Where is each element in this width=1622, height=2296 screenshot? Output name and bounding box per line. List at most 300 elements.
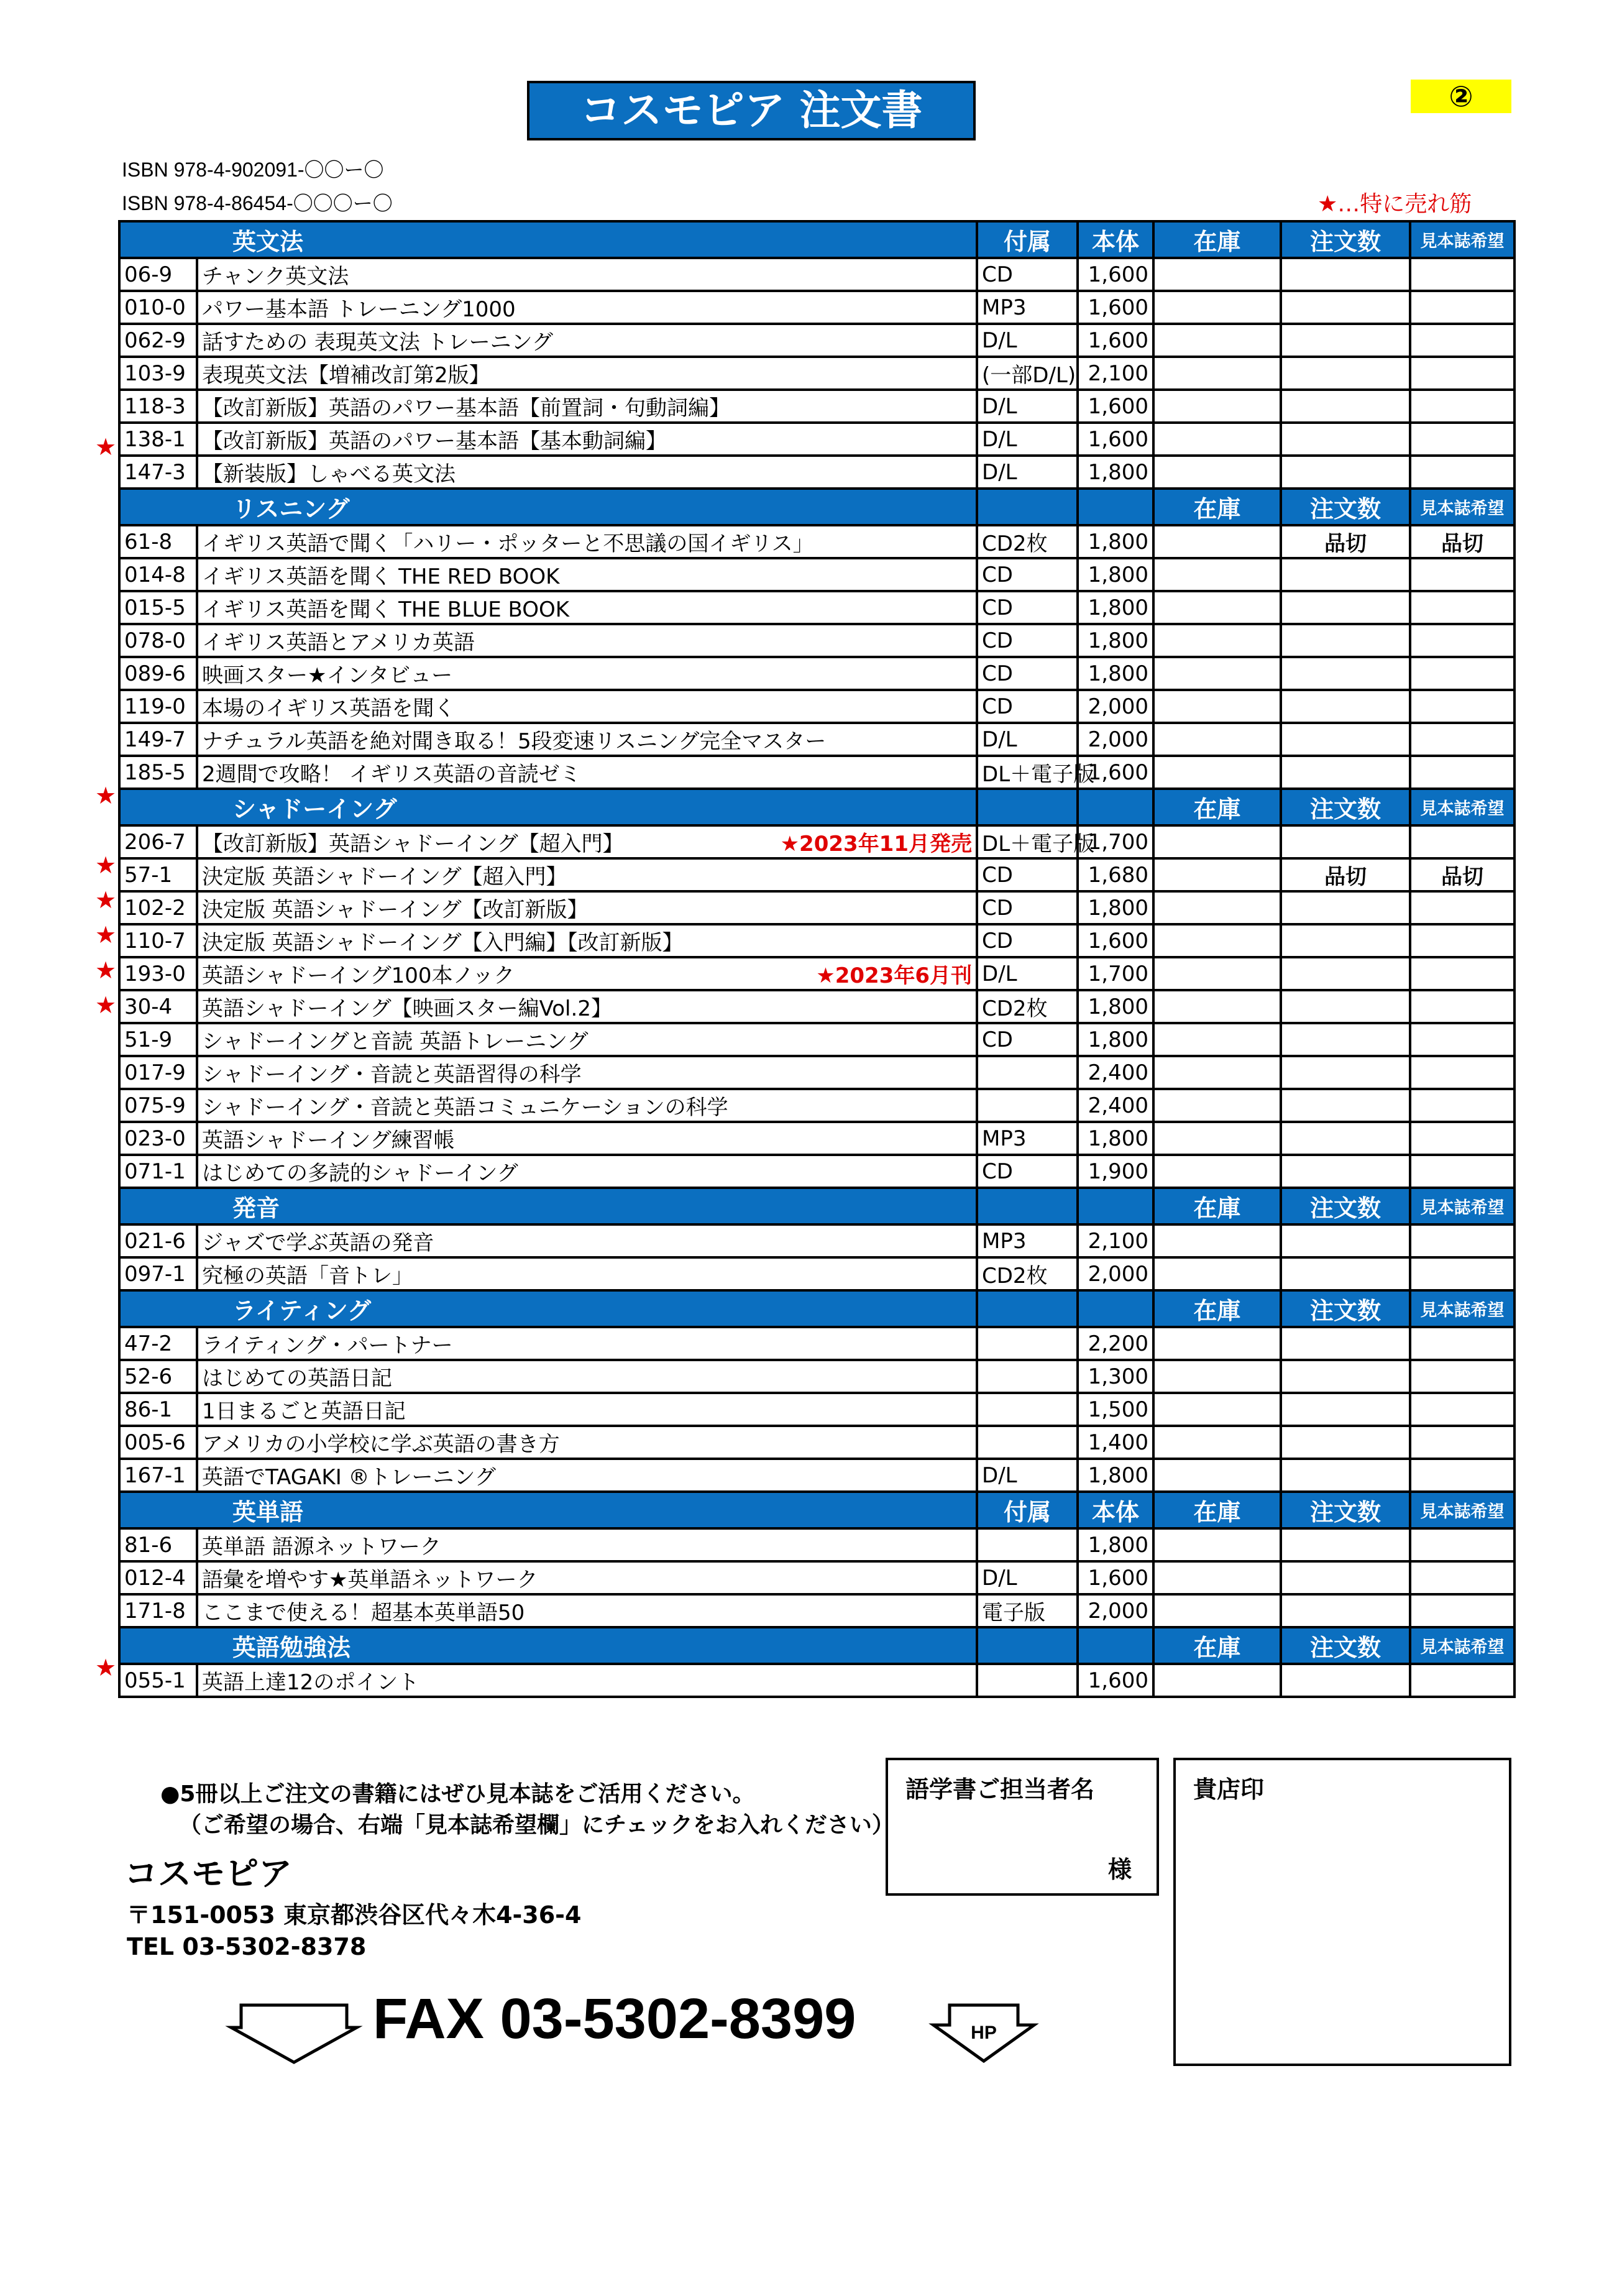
sample-request-cell[interactable] bbox=[1410, 291, 1514, 324]
book-code: 147-3 bbox=[119, 456, 197, 489]
sample-request-cell[interactable] bbox=[1410, 756, 1514, 789]
book-row bbox=[119, 291, 1514, 324]
order-quantity-cell[interactable] bbox=[1281, 1023, 1410, 1056]
sample-request-cell[interactable] bbox=[1410, 1360, 1514, 1393]
book-title-text: 英語シャドーイング練習帳 bbox=[202, 1128, 455, 1153]
sample-request-cell[interactable] bbox=[1410, 423, 1514, 456]
order-quantity-cell[interactable] bbox=[1281, 1426, 1410, 1459]
stock-cell[interactable] bbox=[1153, 1393, 1281, 1426]
book-title-text: 【新装版】しゃべる英文法 bbox=[202, 462, 456, 487]
order-table bbox=[118, 220, 1516, 1698]
stock-cell[interactable] bbox=[1153, 858, 1281, 891]
fax-number: FAX 03-5302-8399 bbox=[373, 1987, 856, 2050]
sample-header: 見本誌希望 bbox=[1410, 221, 1514, 258]
order-quantity-cell[interactable] bbox=[1281, 1664, 1410, 1697]
stock-cell[interactable] bbox=[1153, 1327, 1281, 1360]
book-code: 005-6 bbox=[119, 1426, 197, 1459]
book-price: 1,600 bbox=[1078, 291, 1153, 324]
book-row bbox=[119, 1426, 1514, 1459]
stock-cell[interactable] bbox=[1153, 1459, 1281, 1492]
sample-request-cell[interactable] bbox=[1410, 1528, 1514, 1561]
book-price: 1,600 bbox=[1078, 1664, 1153, 1697]
stock-cell[interactable] bbox=[1153, 1089, 1281, 1122]
stock-cell[interactable] bbox=[1153, 690, 1281, 723]
book-title bbox=[197, 690, 977, 723]
stock-cell[interactable] bbox=[1153, 1426, 1281, 1459]
stock-cell[interactable] bbox=[1153, 657, 1281, 690]
book-price: 1,800 bbox=[1078, 558, 1153, 591]
section-title: シャドーイング bbox=[119, 789, 977, 825]
sample-request-cell[interactable]: 品切 bbox=[1410, 858, 1514, 891]
book-attachment: MP3 bbox=[977, 291, 1078, 324]
book-price: 1,800 bbox=[1078, 1459, 1153, 1492]
price-header-empty bbox=[1078, 489, 1153, 525]
order-quantity-cell[interactable] bbox=[1281, 1089, 1410, 1122]
sample-request-cell[interactable] bbox=[1410, 1056, 1514, 1089]
book-price: 1,400 bbox=[1078, 1426, 1153, 1459]
book-code: 51-9 bbox=[119, 1023, 197, 1056]
book-price: 2,100 bbox=[1078, 357, 1153, 390]
stock-cell[interactable] bbox=[1153, 1360, 1281, 1393]
book-code: 078-0 bbox=[119, 624, 197, 657]
book-attachment: CD2枚 bbox=[977, 1257, 1078, 1290]
book-price: 1,700 bbox=[1078, 825, 1153, 858]
order-quantity-cell[interactable] bbox=[1281, 1561, 1410, 1594]
stock-header: 在庫 bbox=[1153, 1492, 1281, 1528]
order-quantity-cell[interactable] bbox=[1281, 1459, 1410, 1492]
book-title-text: 英語シャドーイング100本ノック bbox=[202, 963, 515, 988]
book-price: 1,600 bbox=[1078, 258, 1153, 291]
stock-header: 在庫 bbox=[1153, 789, 1281, 825]
book-code: 015-5 bbox=[119, 591, 197, 624]
order-quantity-cell[interactable] bbox=[1281, 591, 1410, 624]
book-title bbox=[197, 558, 977, 591]
book-title bbox=[197, 1089, 977, 1122]
contact-name-field[interactable] bbox=[886, 1758, 1159, 1896]
book-attachment: CD bbox=[977, 690, 1078, 723]
book-code: 185-5 bbox=[119, 756, 197, 789]
book-title-text: 決定版 英語シャドーイング【超入門】 bbox=[202, 865, 567, 889]
book-price: 1,600 bbox=[1078, 1561, 1153, 1594]
hp-label: HP bbox=[971, 2023, 997, 2043]
book-row bbox=[119, 657, 1514, 690]
section-title: 英単語 bbox=[119, 1492, 977, 1528]
bestseller-star-icon: ★ bbox=[94, 991, 117, 1019]
stock-cell[interactable] bbox=[1153, 357, 1281, 390]
sample-header: 見本誌希望 bbox=[1410, 1492, 1514, 1528]
book-row bbox=[119, 690, 1514, 723]
sample-request-cell[interactable] bbox=[1410, 1664, 1514, 1697]
hp-arrow-icon[interactable] bbox=[931, 2003, 1037, 2065]
section-header bbox=[119, 1188, 1514, 1224]
book-attachment: CD2枚 bbox=[977, 525, 1078, 558]
order-quantity-cell[interactable] bbox=[1281, 1327, 1410, 1360]
book-row bbox=[119, 1528, 1514, 1561]
sample-request-cell[interactable] bbox=[1410, 1393, 1514, 1426]
price-header-empty bbox=[1078, 1290, 1153, 1327]
sample-header: 見本誌希望 bbox=[1410, 1627, 1514, 1664]
company-address: 〒151-0053 東京都渋谷区代々木4-36-4 bbox=[127, 1901, 582, 1929]
book-title bbox=[197, 1257, 977, 1290]
sample-request-cell[interactable] bbox=[1410, 1122, 1514, 1155]
book-code: 193-0 bbox=[119, 957, 197, 990]
book-row bbox=[119, 1056, 1514, 1089]
book-price: 1,800 bbox=[1078, 1528, 1153, 1561]
sample-header: 見本誌希望 bbox=[1410, 489, 1514, 525]
book-attachment: CD bbox=[977, 924, 1078, 957]
book-attachment: CD bbox=[977, 558, 1078, 591]
stock-header: 在庫 bbox=[1153, 221, 1281, 258]
book-price: 1,800 bbox=[1078, 591, 1153, 624]
book-title bbox=[197, 1528, 977, 1561]
book-attachment: MP3 bbox=[977, 1122, 1078, 1155]
book-row bbox=[119, 1664, 1514, 1697]
order-quantity-cell[interactable] bbox=[1281, 357, 1410, 390]
order-quantity-cell[interactable] bbox=[1281, 324, 1410, 357]
book-attachment: D/L bbox=[977, 456, 1078, 489]
order-header: 注文数 bbox=[1281, 789, 1410, 825]
sample-header: 見本誌希望 bbox=[1410, 789, 1514, 825]
book-title bbox=[197, 324, 977, 357]
book-title bbox=[197, 258, 977, 291]
book-title bbox=[197, 723, 977, 756]
stock-cell[interactable] bbox=[1153, 423, 1281, 456]
bestseller-star-icon: ★ bbox=[94, 781, 117, 809]
book-code: 102-2 bbox=[119, 891, 197, 924]
sample-request-cell[interactable] bbox=[1410, 1257, 1514, 1290]
book-price: 1,800 bbox=[1078, 990, 1153, 1023]
order-quantity-cell[interactable] bbox=[1281, 891, 1410, 924]
book-title bbox=[197, 858, 977, 891]
stock-cell[interactable] bbox=[1153, 756, 1281, 789]
book-title bbox=[197, 891, 977, 924]
attach-header-empty bbox=[977, 1188, 1078, 1224]
sample-request-cell[interactable] bbox=[1410, 924, 1514, 957]
book-row bbox=[119, 891, 1514, 924]
price-header-empty bbox=[1078, 1188, 1153, 1224]
order-quantity-cell[interactable] bbox=[1281, 624, 1410, 657]
book-title-text: 2週間で攻略！ イギリス英語の音読ゼミ bbox=[202, 762, 581, 787]
stock-cell[interactable] bbox=[1153, 1528, 1281, 1561]
order-quantity-cell[interactable] bbox=[1281, 390, 1410, 423]
book-attachment: CD2枚 bbox=[977, 990, 1078, 1023]
company-tel: TEL 03-5302-8378 bbox=[127, 1933, 367, 1960]
book-attachment: CD bbox=[977, 1155, 1078, 1188]
book-row bbox=[119, 525, 1514, 558]
book-title bbox=[197, 990, 977, 1023]
book-title bbox=[197, 1056, 977, 1089]
book-title bbox=[197, 1664, 977, 1697]
book-price: 1,600 bbox=[1078, 924, 1153, 957]
book-attachment: CD bbox=[977, 624, 1078, 657]
sample-request-cell[interactable] bbox=[1410, 624, 1514, 657]
sample-header: 見本誌希望 bbox=[1410, 1290, 1514, 1327]
sample-request-cell[interactable] bbox=[1410, 1327, 1514, 1360]
book-row bbox=[119, 423, 1514, 456]
bestseller-star-icon: ★ bbox=[94, 956, 117, 984]
sample-request-cell[interactable] bbox=[1410, 1561, 1514, 1594]
stock-cell[interactable] bbox=[1153, 990, 1281, 1023]
sample-request-cell[interactable] bbox=[1410, 1459, 1514, 1492]
sample-request-cell[interactable] bbox=[1410, 825, 1514, 858]
stock-cell[interactable] bbox=[1153, 558, 1281, 591]
stock-cell[interactable] bbox=[1153, 1257, 1281, 1290]
book-title bbox=[197, 357, 977, 390]
book-title bbox=[197, 423, 977, 456]
stock-header: 在庫 bbox=[1153, 1188, 1281, 1224]
sample-request-cell[interactable] bbox=[1410, 990, 1514, 1023]
stock-cell[interactable] bbox=[1153, 957, 1281, 990]
bestseller-star-icon: ★ bbox=[94, 886, 117, 914]
stock-header: 在庫 bbox=[1153, 489, 1281, 525]
order-quantity-cell[interactable] bbox=[1281, 423, 1410, 456]
attach-header: 付属 bbox=[977, 1492, 1078, 1528]
stock-header: 在庫 bbox=[1153, 1290, 1281, 1327]
order-quantity-cell[interactable] bbox=[1281, 924, 1410, 957]
sample-request-cell[interactable] bbox=[1410, 258, 1514, 291]
order-quantity-cell[interactable]: 品切 bbox=[1281, 525, 1410, 558]
book-title-text: はじめての英語日記 bbox=[202, 1366, 392, 1391]
stock-cell[interactable] bbox=[1153, 525, 1281, 558]
order-quantity-cell[interactable] bbox=[1281, 1257, 1410, 1290]
page-title: コスモピア 注文書 bbox=[527, 81, 976, 140]
stock-cell[interactable] bbox=[1153, 1056, 1281, 1089]
book-title bbox=[197, 1023, 977, 1056]
book-code: 010-0 bbox=[119, 291, 197, 324]
book-code: 097-1 bbox=[119, 1257, 197, 1290]
attach-header-empty bbox=[977, 789, 1078, 825]
book-title-text: チャンク英文法 bbox=[202, 264, 349, 289]
sample-request-cell[interactable] bbox=[1410, 390, 1514, 423]
book-row bbox=[119, 990, 1514, 1023]
book-price: 1,600 bbox=[1078, 390, 1153, 423]
book-code: 118-3 bbox=[119, 390, 197, 423]
stock-cell[interactable] bbox=[1153, 1122, 1281, 1155]
book-title-text: ナチュラル英語を絶対聞き取る！5段変速リスニング完全マスター bbox=[202, 729, 827, 754]
stock-cell[interactable] bbox=[1153, 624, 1281, 657]
book-price: 2,000 bbox=[1078, 1257, 1153, 1290]
sample-note: ●5冊以上ご注文の書籍にはぜひ見本誌をご活用ください。 bbox=[160, 1781, 755, 1807]
book-code: 014-8 bbox=[119, 558, 197, 591]
sample-request-cell[interactable]: 品切 bbox=[1410, 525, 1514, 558]
sample-request-cell[interactable] bbox=[1410, 591, 1514, 624]
sample-request-cell[interactable] bbox=[1410, 1426, 1514, 1459]
sample-request-cell[interactable] bbox=[1410, 1594, 1514, 1627]
book-attachment: D/L bbox=[977, 957, 1078, 990]
book-code: 103-9 bbox=[119, 357, 197, 390]
book-price: 1,700 bbox=[1078, 957, 1153, 990]
book-code: 61-8 bbox=[119, 525, 197, 558]
book-row bbox=[119, 723, 1514, 756]
order-header: 注文数 bbox=[1281, 221, 1410, 258]
book-code: 017-9 bbox=[119, 1056, 197, 1089]
book-attachment: D/L bbox=[977, 723, 1078, 756]
sample-header: 見本誌希望 bbox=[1410, 1188, 1514, 1224]
sample-request-cell[interactable] bbox=[1410, 690, 1514, 723]
book-title-text: イギリス英語とアメリカ英語 bbox=[202, 630, 475, 655]
sample-request-cell[interactable] bbox=[1410, 456, 1514, 489]
book-title-text: シャドーイング・音読と英語コミュニケーションの科学 bbox=[202, 1095, 728, 1120]
book-row bbox=[119, 924, 1514, 957]
sample-request-cell[interactable] bbox=[1410, 1089, 1514, 1122]
order-quantity-cell[interactable] bbox=[1281, 723, 1410, 756]
sample-request-cell[interactable] bbox=[1410, 657, 1514, 690]
book-code: 075-9 bbox=[119, 1089, 197, 1122]
attach-header-empty bbox=[977, 1290, 1078, 1327]
section-title: リスニング bbox=[119, 489, 977, 525]
order-quantity-cell[interactable] bbox=[1281, 558, 1410, 591]
order-quantity-cell[interactable] bbox=[1281, 456, 1410, 489]
book-attachment: DL＋電子版 bbox=[977, 756, 1078, 789]
book-row bbox=[119, 1561, 1514, 1594]
order-header: 注文数 bbox=[1281, 489, 1410, 525]
section-header bbox=[119, 1492, 1514, 1528]
book-row bbox=[119, 825, 1514, 858]
book-title-text: 決定版 英語シャドーイング【入門編】【改訂新版】 bbox=[202, 930, 684, 955]
book-title-text: シャドーイングと音読 英語トレーニング bbox=[202, 1029, 589, 1054]
order-quantity-cell[interactable] bbox=[1281, 1122, 1410, 1155]
store-stamp-label: 貴店印 bbox=[1193, 1776, 1265, 1803]
contact-name-label: 語学書ご担当者名 bbox=[905, 1776, 1095, 1803]
stock-cell[interactable] bbox=[1153, 291, 1281, 324]
book-title bbox=[197, 624, 977, 657]
stock-cell[interactable] bbox=[1153, 324, 1281, 357]
bestseller-star-icon: ★ bbox=[94, 1653, 117, 1681]
book-title bbox=[197, 825, 977, 858]
sample-request-cell[interactable] bbox=[1410, 558, 1514, 591]
stock-cell[interactable] bbox=[1153, 591, 1281, 624]
order-quantity-cell[interactable] bbox=[1281, 1224, 1410, 1257]
page-number-badge: ② bbox=[1411, 80, 1511, 113]
book-price: 2,400 bbox=[1078, 1089, 1153, 1122]
order-quantity-cell[interactable] bbox=[1281, 1528, 1410, 1561]
book-row bbox=[119, 390, 1514, 423]
book-title-text: 1日まるごと英語日記 bbox=[202, 1399, 406, 1424]
book-title-text: 【改訂新版】英語のパワー基本語【基本動詞編】 bbox=[202, 429, 667, 454]
bestseller-star-icon: ★ bbox=[94, 433, 117, 461]
book-price: 2,000 bbox=[1078, 690, 1153, 723]
sample-request-cell[interactable] bbox=[1410, 357, 1514, 390]
book-attachment: CD bbox=[977, 1023, 1078, 1056]
section-title: 英文法 bbox=[119, 221, 977, 258]
book-title bbox=[197, 1426, 977, 1459]
price-header-empty bbox=[1078, 1627, 1153, 1664]
book-attachment bbox=[977, 1426, 1078, 1459]
stock-cell[interactable] bbox=[1153, 1023, 1281, 1056]
order-quantity-cell[interactable] bbox=[1281, 258, 1410, 291]
sample-request-cell[interactable] bbox=[1410, 957, 1514, 990]
sample-request-cell[interactable] bbox=[1410, 1023, 1514, 1056]
stock-header: 在庫 bbox=[1153, 1627, 1281, 1664]
book-code: 012-4 bbox=[119, 1561, 197, 1594]
stock-cell[interactable] bbox=[1153, 924, 1281, 957]
book-row bbox=[119, 1393, 1514, 1426]
book-code: 110-7 bbox=[119, 924, 197, 957]
book-price: 2,000 bbox=[1078, 1594, 1153, 1627]
sample-request-cell[interactable] bbox=[1410, 1224, 1514, 1257]
book-title bbox=[197, 957, 977, 990]
order-quantity-cell[interactable] bbox=[1281, 690, 1410, 723]
sample-note-detail: （ご希望の場合、右端「見本誌希望欄」にチェックをお入れください） bbox=[179, 1812, 894, 1838]
order-quantity-cell[interactable] bbox=[1281, 957, 1410, 990]
stock-cell[interactable] bbox=[1153, 891, 1281, 924]
sample-request-cell[interactable] bbox=[1410, 723, 1514, 756]
book-title bbox=[197, 1155, 977, 1188]
order-quantity-cell[interactable] bbox=[1281, 756, 1410, 789]
book-code: 171-8 bbox=[119, 1594, 197, 1627]
book-row bbox=[119, 1089, 1514, 1122]
stock-cell[interactable] bbox=[1153, 1155, 1281, 1188]
book-code: 062-9 bbox=[119, 324, 197, 357]
stock-cell[interactable] bbox=[1153, 390, 1281, 423]
order-quantity-cell[interactable] bbox=[1281, 1155, 1410, 1188]
store-stamp-field[interactable] bbox=[1173, 1758, 1511, 2066]
book-row bbox=[119, 258, 1514, 291]
sample-request-cell[interactable] bbox=[1410, 324, 1514, 357]
release-note: ★2023年6月刊 bbox=[816, 963, 973, 988]
book-price: 2,000 bbox=[1078, 723, 1153, 756]
stock-cell[interactable] bbox=[1153, 456, 1281, 489]
stock-cell[interactable] bbox=[1153, 723, 1281, 756]
order-quantity-cell[interactable] bbox=[1281, 657, 1410, 690]
stock-cell[interactable] bbox=[1153, 1224, 1281, 1257]
book-title-text: はじめての多読的シャドーイング bbox=[202, 1161, 518, 1186]
book-code: 055-1 bbox=[119, 1664, 197, 1697]
stock-cell[interactable] bbox=[1153, 1664, 1281, 1697]
book-attachment: CD bbox=[977, 258, 1078, 291]
stock-cell[interactable] bbox=[1153, 258, 1281, 291]
book-price: 1,300 bbox=[1078, 1360, 1153, 1393]
book-row bbox=[119, 591, 1514, 624]
book-code: 071-1 bbox=[119, 1155, 197, 1188]
section-header bbox=[119, 789, 1514, 825]
book-code: 149-7 bbox=[119, 723, 197, 756]
book-attachment bbox=[977, 1089, 1078, 1122]
sample-request-cell[interactable] bbox=[1410, 891, 1514, 924]
book-row bbox=[119, 1459, 1514, 1492]
book-code: 47-2 bbox=[119, 1327, 197, 1360]
section-title: 英語勉強法 bbox=[119, 1627, 977, 1664]
book-attachment: D/L bbox=[977, 1459, 1078, 1492]
order-quantity-cell[interactable] bbox=[1281, 1360, 1410, 1393]
order-quantity-cell[interactable] bbox=[1281, 291, 1410, 324]
section-title: ライティング bbox=[119, 1290, 977, 1327]
order-quantity-cell[interactable] bbox=[1281, 990, 1410, 1023]
sample-request-cell[interactable] bbox=[1410, 1155, 1514, 1188]
order-quantity-cell[interactable] bbox=[1281, 1393, 1410, 1426]
attach-header-empty bbox=[977, 489, 1078, 525]
book-title-text: ジャズで学ぶ英語の発音 bbox=[202, 1231, 434, 1256]
stock-cell[interactable] bbox=[1153, 1594, 1281, 1627]
order-quantity-cell[interactable] bbox=[1281, 1594, 1410, 1627]
book-attachment: CD bbox=[977, 858, 1078, 891]
order-quantity-cell[interactable] bbox=[1281, 1056, 1410, 1089]
book-title-text: アメリカの小学校に学ぶ英語の書き方 bbox=[202, 1432, 560, 1457]
book-title-text: イギリス英語で聞く「ハリー・ポッターと不思議の国イギリス」 bbox=[202, 531, 814, 556]
order-header: 注文数 bbox=[1281, 1188, 1410, 1224]
book-row bbox=[119, 1257, 1514, 1290]
stock-cell[interactable] bbox=[1153, 825, 1281, 858]
book-title-text: 決定版 英語シャドーイング【改訂新版】 bbox=[202, 898, 589, 922]
order-quantity-cell[interactable] bbox=[1281, 825, 1410, 858]
book-code: 023-0 bbox=[119, 1122, 197, 1155]
book-row bbox=[119, 1122, 1514, 1155]
book-attachment bbox=[977, 1056, 1078, 1089]
stock-cell[interactable] bbox=[1153, 1561, 1281, 1594]
book-attachment bbox=[977, 1327, 1078, 1360]
book-price: 1,800 bbox=[1078, 891, 1153, 924]
order-quantity-cell[interactable]: 品切 bbox=[1281, 858, 1410, 891]
